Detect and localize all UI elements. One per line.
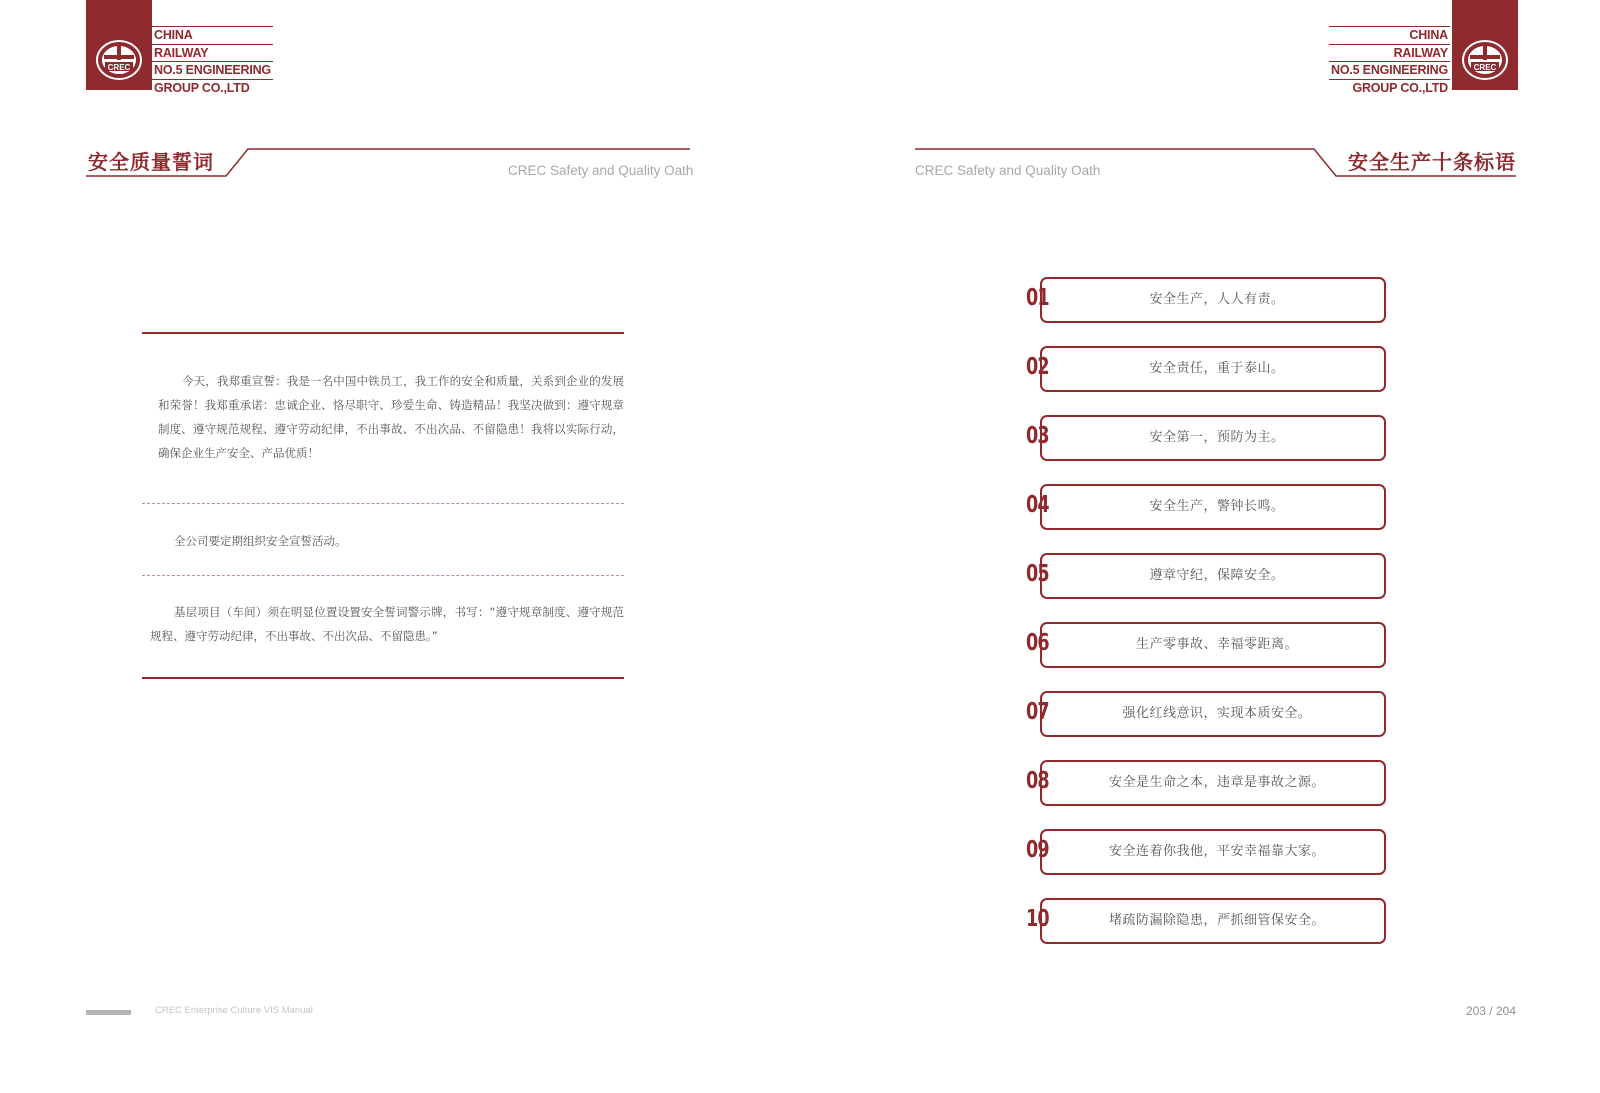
slogans-section-title: 安全生产十条标语	[1348, 150, 1516, 174]
slogan-item	[1026, 898, 1386, 944]
page-number: 203 / 204	[1465, 1004, 1516, 1018]
slogan-text: 安全生产，警钟长鸣。	[1149, 499, 1285, 514]
oath-bottom-rule	[142, 677, 624, 679]
slogan-item	[1026, 829, 1386, 875]
oath-top-rule	[142, 332, 624, 334]
slogan-number: 02	[1026, 354, 1049, 380]
slogan-text: 强化红线意识，实现本质安全。	[1122, 706, 1312, 721]
slogan-number: 03	[1026, 423, 1049, 449]
slogan-text: 安全连着你我他，平安幸福靠大家。	[1108, 844, 1325, 859]
company-line-3: NO.5 ENGINEERING	[154, 63, 271, 77]
slogan-number: 05	[1026, 561, 1049, 587]
oath-divider-1	[142, 503, 624, 504]
company-line-3: NO.5 ENGINEERING	[1331, 63, 1448, 77]
company-line-2: RAILWAY	[1329, 44, 1450, 62]
slogan-number: 08	[1026, 768, 1049, 794]
slogan-text: 安全第一，预防为主。	[1149, 430, 1285, 445]
company-line-1: CHINA	[1329, 26, 1450, 44]
slogan-text: 安全责任，重于泰山。	[1149, 361, 1285, 376]
slogan-number: 09	[1026, 837, 1049, 863]
slogan-item	[1026, 346, 1386, 392]
slogan-item	[1026, 484, 1386, 530]
oath-section-subtitle: CREC Safety and Quality Oath	[508, 163, 694, 178]
svg-text:CREC: CREC	[107, 63, 131, 72]
slogan-item	[1026, 277, 1386, 323]
slogan-text: 堵疏防漏除隐患，严抓细管保安全。	[1108, 913, 1325, 928]
oath-signboard-note: 基层项目（车间）须在明显位置设置安全誓词警示牌，书写：“遵守规章制度、遵守规范规程、遵守劳动纪律，不出事故、不出次品、不留隐患。”	[150, 605, 624, 643]
slogans-section-subtitle: CREC Safety and Quality Oath	[915, 163, 1101, 178]
slogan-text: 遵章守纪，保障安全。	[1149, 568, 1285, 583]
slogan-text: 安全生产，人人有责。	[1149, 292, 1285, 307]
slogan-number: 07	[1026, 699, 1049, 725]
slogan-number: 01	[1026, 285, 1049, 311]
oath-activity-note: 全公司要定期组织安全宣誓活动。	[174, 534, 347, 548]
oath-divider-2	[142, 575, 624, 576]
oath-section-title: 安全质量誓词	[88, 150, 214, 174]
company-line-4: GROUP CO.,LTD	[152, 79, 273, 97]
oath-paragraph: 今天，我郑重宣誓：我是一名中国中铁员工，我工作的安全和质量，关系到企业的发展和荣誉！我郑重承诺：忠诚企业、恪尽职守、珍爱生命、铸造精品！我坚决做到：遵守规章制度、遵守规范规程、遵守劳动纪律，不出事故、不出次品、不留隐患！我将以实际行动，确保企业生产安全、产品优质！	[158, 374, 624, 460]
company-line-2: RAILWAY	[152, 44, 273, 62]
slogan-number: 04	[1026, 492, 1049, 518]
company-line-4: GROUP CO.,LTD	[1329, 79, 1450, 97]
slogan-text: 安全是生命之本，违章是事故之源。	[1108, 775, 1325, 790]
slogan-item	[1026, 760, 1386, 806]
slogan-number: 10	[1026, 906, 1049, 932]
svg-text:CREC: CREC	[1473, 63, 1497, 72]
slogan-text: 生产零事故、幸福零距离。	[1135, 637, 1298, 652]
footer-manual-title: CREC Enterprise Culture VIS Manual	[155, 1005, 313, 1016]
footer-bar	[86, 1010, 131, 1015]
slogan-item	[1026, 553, 1386, 599]
slogan-item	[1026, 415, 1386, 461]
slogan-number: 06	[1026, 630, 1049, 656]
slogan-item	[1026, 622, 1386, 668]
slogan-item	[1026, 691, 1386, 737]
company-line-1: CHINA	[152, 26, 273, 44]
